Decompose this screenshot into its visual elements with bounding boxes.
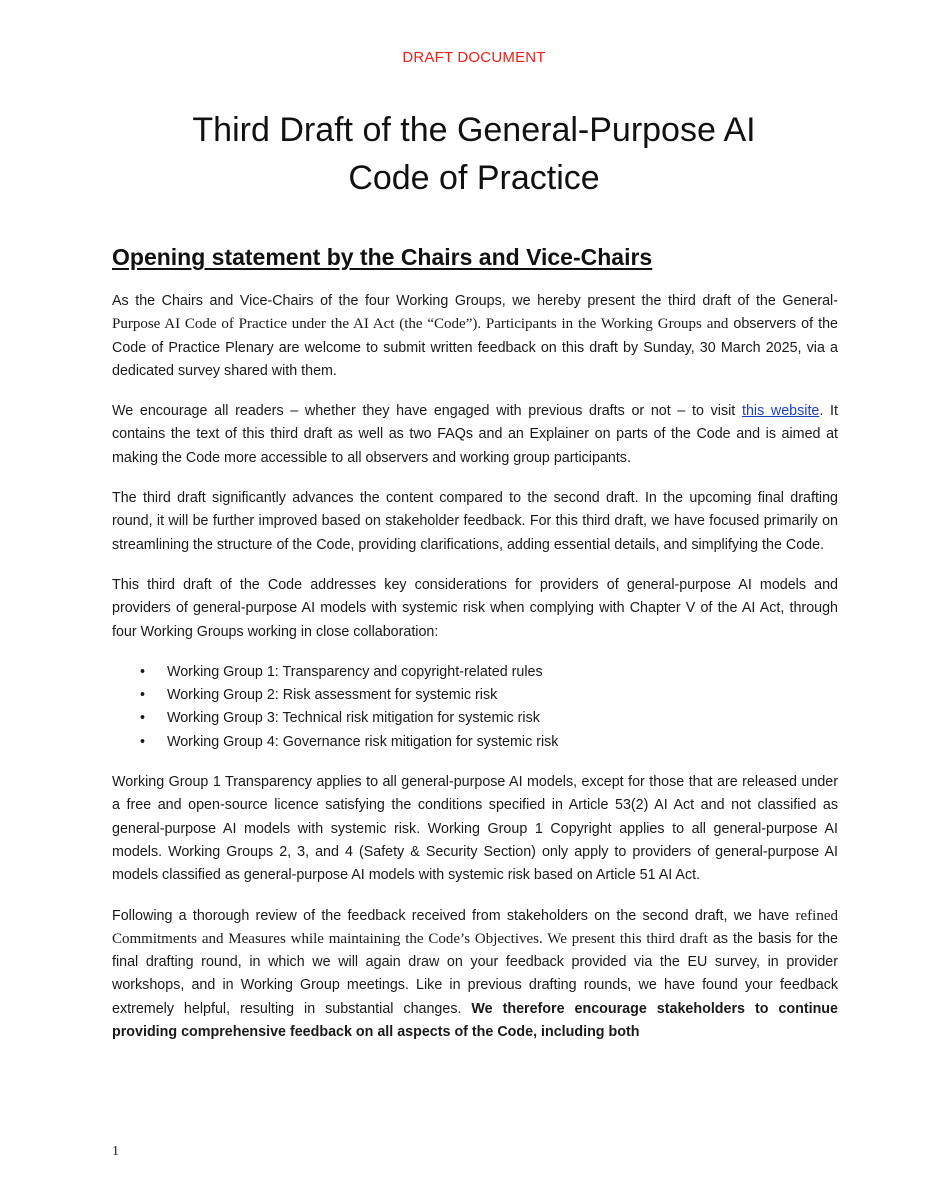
paragraph-website-before: We encourage all readers – whether they have engaged with previous drafts or not – to visit xyxy=(112,403,742,420)
paragraph-feedback-part-2: refined Commitments and Measures while maintaining the Code’s Objectives. We present this third draft xyxy=(112,907,838,947)
section-heading: Opening statement by the Chairs and Vice-Chairs xyxy=(112,244,653,270)
document-body xyxy=(112,290,838,1044)
list-item-label: Working Group 3: Technical risk mitigation for systemic risk xyxy=(167,710,540,727)
paragraph-considerations: This third draft of the Code addresses key considerations for providers of general-purpose AI models and providers of general-purpose AI models with systemic risk when complying with Chapter V of the AI Act, through four Working Groups working in close collaboration: xyxy=(112,576,838,640)
website-link[interactable]: this website xyxy=(741,403,820,420)
paragraph-intro xyxy=(112,290,838,383)
bullet-icon: • xyxy=(140,687,146,704)
title-line-2: Code of Practice xyxy=(348,159,600,197)
list-item xyxy=(112,707,838,730)
paragraph-feedback xyxy=(112,905,838,1045)
title-line-1: Third Draft of the General-Purpose AI xyxy=(192,111,756,149)
document-title xyxy=(100,106,848,202)
paragraph-website-after: . It contains the text of this third draft as well as two FAQs and an Explainer on parts of the Code and is aimed at making the Code more accessible to all observers and working group participants. xyxy=(112,403,838,466)
paragraph-feedback-emphasis: We therefore encourage stakeholders to continue providing comprehensive feedback on all aspects of the Code, including both xyxy=(112,1000,838,1041)
paragraph-intro-part-3: observers of the Code of Practice Plenary are welcome to submit written feedback on this draft by Sunday, 30 March 2025, via a dedicated survey shared with them. xyxy=(112,316,838,379)
list-item-label: Working Group 1: Transparency and copyright-related rules xyxy=(167,663,543,680)
paragraph-scope: Working Group 1 Transparency applies to all general-purpose AI models, except for those that are released under a free and open-source licence satisfying the conditions specified in Article 53(2) AI Act and not classified as general-purpose AI models with systemic risk. Working Group 1 Copyright applies to all general-purpose AI models. Working Groups 2, 3, and 4 (Safety & Security Section) only apply to providers of general-purpose AI models classified as general-purpose AI models with systemic risk based on Article 51 AI Act. xyxy=(112,774,838,884)
list-item-label: Working Group 2: Risk assessment for systemic risk xyxy=(167,687,498,704)
paragraph-intro-part-1: As the Chairs and Vice-Chairs of the four Working Groups, we hereby present the third draft of the General- xyxy=(112,293,838,309)
paragraph-feedback-part-3: as the basis for the final drafting round, in which we will again draw on your feedback provided via the EU survey, in provider workshops, and in Working Group meetings. Like in previous drafting rounds, we have found your feedback extremely helpful, resulting in substantial changes. xyxy=(112,930,838,1017)
bullet-icon: • xyxy=(140,710,146,727)
bullet-icon: • xyxy=(140,733,146,750)
list-item xyxy=(112,731,838,754)
working-group-list xyxy=(112,661,838,754)
paragraph-feedback-part-1: Following a thorough review of the feedback received from stakeholders on the second draft, we have xyxy=(112,907,796,924)
list-item xyxy=(112,684,838,707)
paragraph-website xyxy=(112,400,838,470)
draft-document-mark: DRAFT DOCUMENT xyxy=(402,49,546,66)
bullet-icon: • xyxy=(140,663,146,680)
page-number: 1 xyxy=(112,1144,119,1159)
paragraph-third-draft: The third draft significantly advances the content compared to the second draft. In the upcoming final drafting round, it will be further improved based on stakeholder feedback. For this third draft, we have focused primarily on streamlining the structure of the Code, providing clarifications, adding essential details, and simplifying the Code. xyxy=(112,490,838,553)
list-item-label: Working Group 4: Governance risk mitigation for systemic risk xyxy=(167,733,559,750)
list-item xyxy=(112,661,838,684)
paragraph-intro-part-2: Purpose AI Code of Practice under the AI Act (the “Code”). Participants in the Working Groups and xyxy=(112,316,729,333)
